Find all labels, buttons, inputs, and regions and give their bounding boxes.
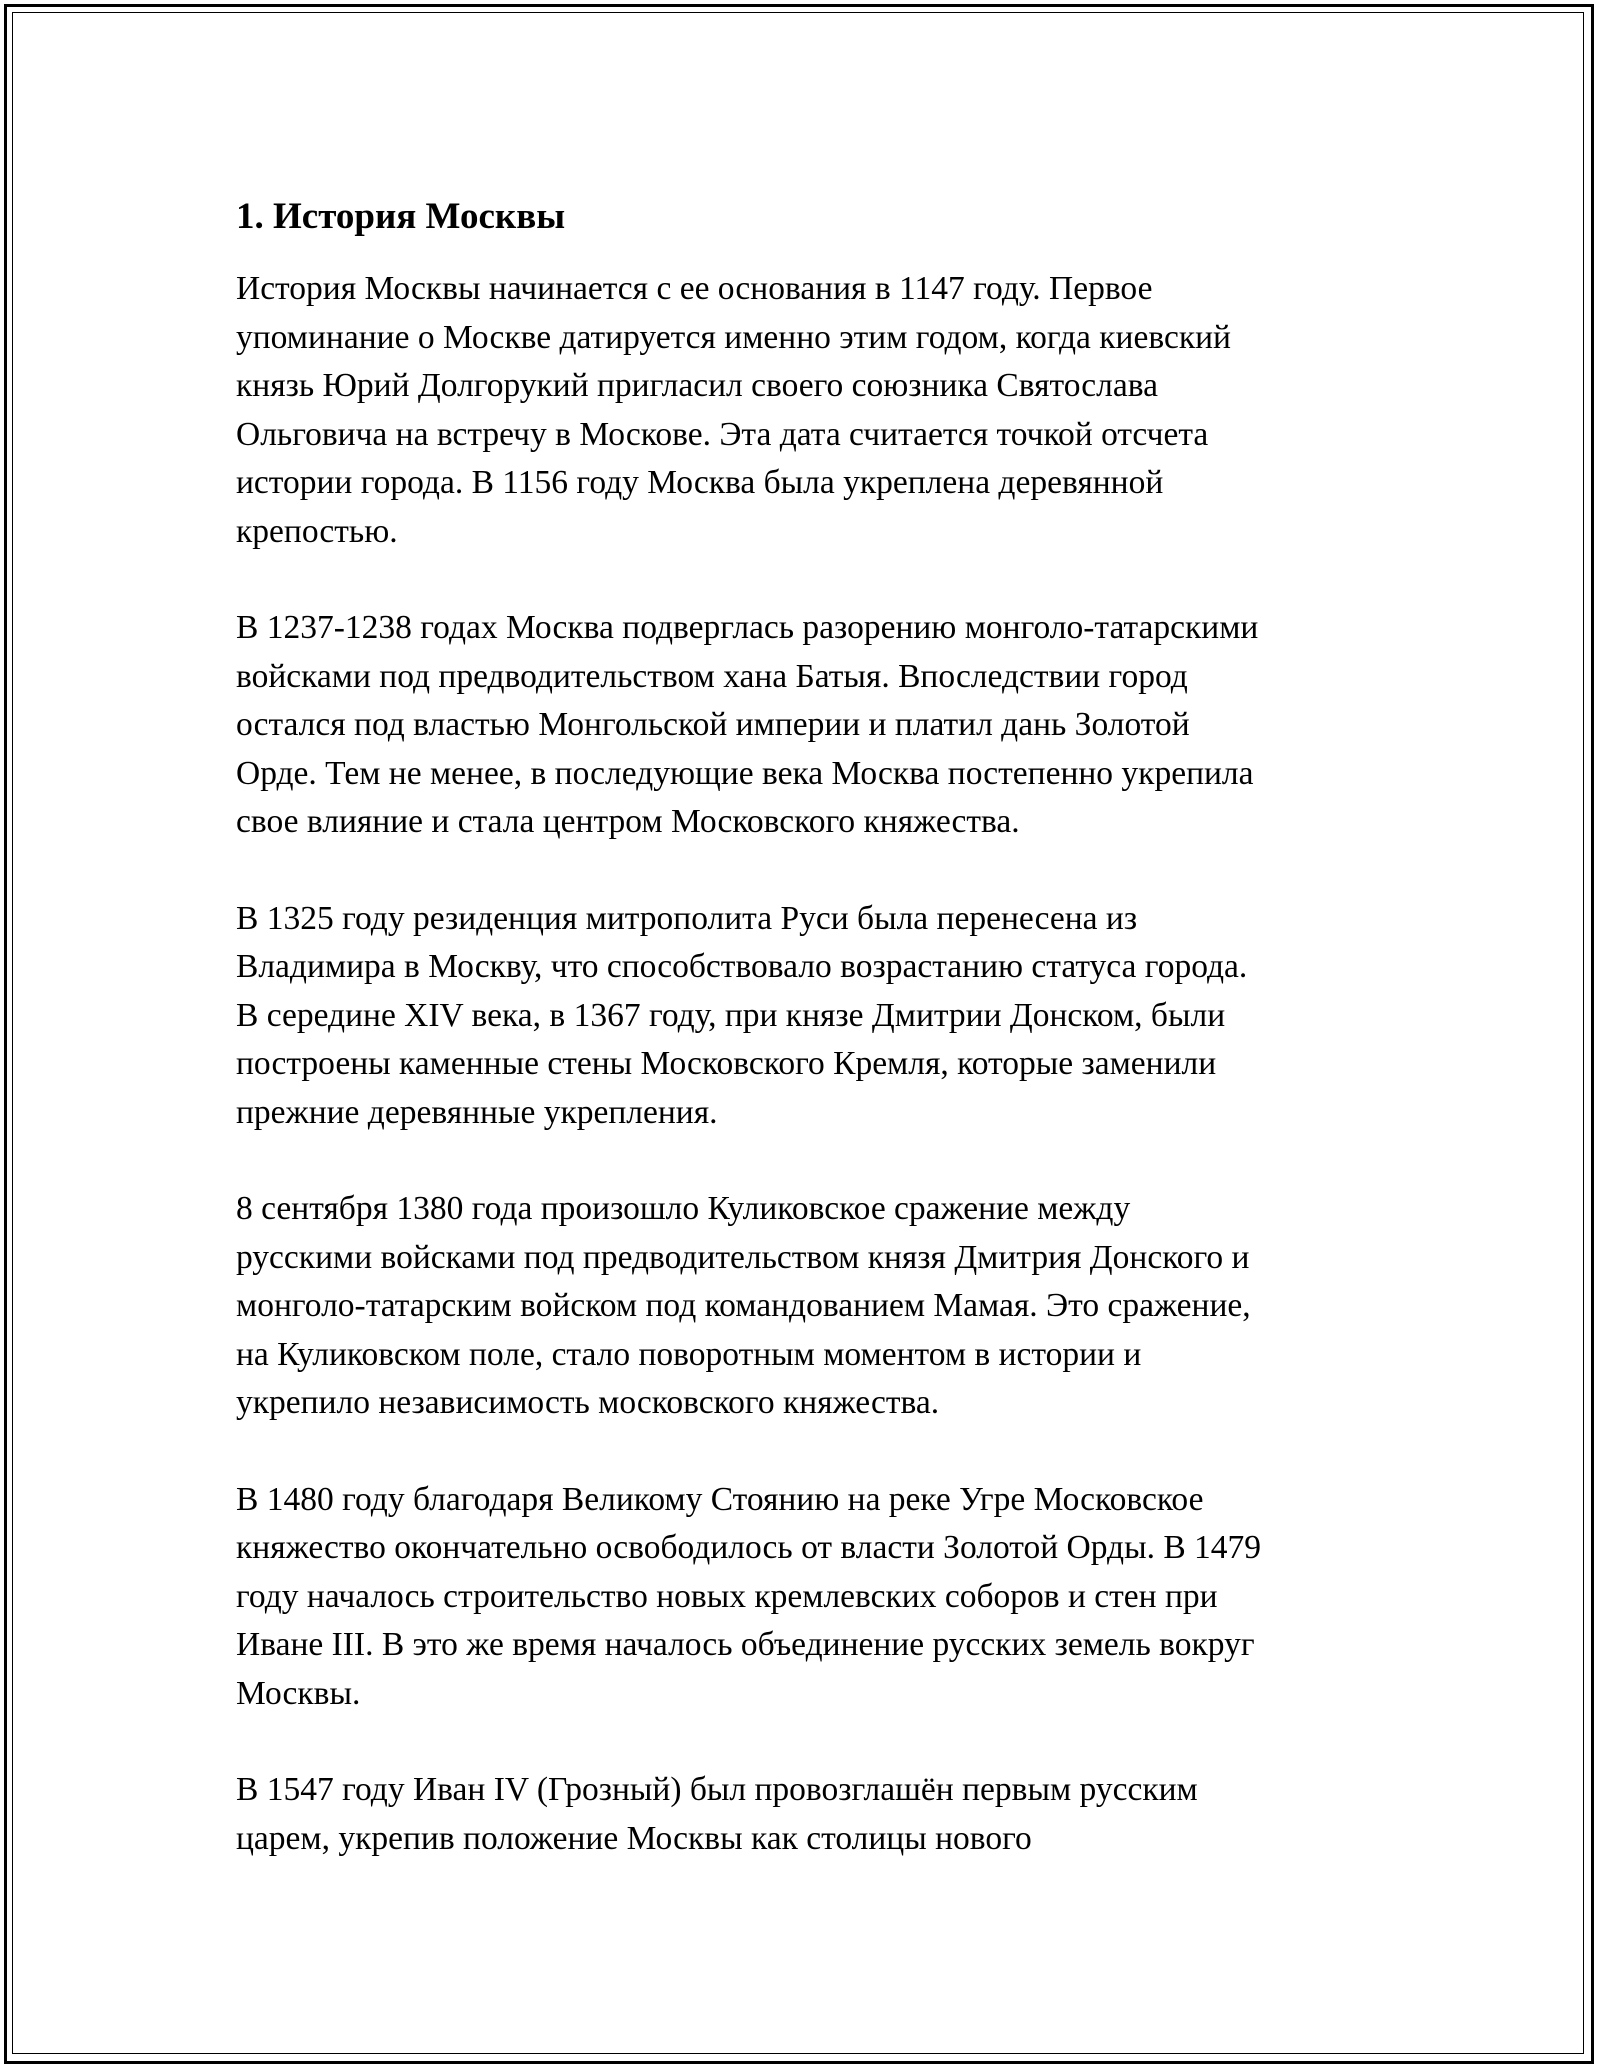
- text-line: В 1325 году резиденция митрополита Руси была перенесена из: [236, 899, 1138, 937]
- text-line: княжество окончательно освободилось от власти Золотой Орды. В 1479: [236, 1529, 1262, 1566]
- text-line: крепостью.: [236, 512, 398, 550]
- paragraph-founding: [236, 265, 1376, 556]
- text-line: царем, укрепив положение Москвы как столицы нового: [236, 1819, 1032, 1857]
- page-title: 1. История Москвы: [236, 196, 566, 237]
- paragraph-kulikovo: [236, 1185, 1376, 1428]
- text-line: Ольговича на встречу в Москове. Эта дата считается точкой отсчета: [236, 415, 1209, 453]
- text-line: Владимира в Москву, что способствовало возрастанию статуса города.: [236, 948, 1248, 985]
- text-line: свое влияние и стала центром Московского княжества.: [236, 803, 1020, 840]
- paragraph-ivan-iv: [236, 1766, 1376, 1863]
- text-line: В 1547 году Иван IV (Грозный) был провозглашён первым русским: [236, 1771, 1198, 1808]
- text-line: 8 сентября 1380 года произошло Куликовское сражение между: [236, 1190, 1131, 1227]
- text-line: Иване III. В это же время началось объединение русских земель вокруг: [236, 1626, 1255, 1663]
- text-line: построены каменные стены Московского Кремля, которые заменили: [236, 1045, 1217, 1082]
- text-line: Орде. Тем не менее, в последующие века Москва постепенно укрепила: [236, 754, 1254, 792]
- text-line: истории города. В 1156 году Москва была укреплена деревянной: [236, 464, 1164, 501]
- document-body: [236, 185, 1376, 1911]
- text-line: укрепило независимость московского княжества.: [236, 1384, 940, 1421]
- text-line: войсками под предводительством хана Батыя. Впоследствии город: [236, 657, 1188, 695]
- paragraph-ugra: [236, 1476, 1376, 1719]
- text-line: остался под властью Монгольской империи и платил дань Золотой: [236, 706, 1190, 743]
- text-line: упоминание о Москве датируется именно этим годом, когда киевский: [236, 318, 1231, 356]
- text-line: князь Юрий Долгорукий пригласил своего союзника Святослава: [236, 367, 1159, 404]
- text-line: В 1237-1238 годах Москва подверглась разорению монголо-татарскими: [236, 609, 1259, 646]
- text-line: Москвы.: [236, 1674, 361, 1712]
- paragraph-metropolitan: [236, 895, 1376, 1138]
- text-line: русскими войсками под предводительством князя Дмитрия Донского и: [236, 1238, 1250, 1276]
- text-line: В середине XIV века, в 1367 году, при князе Дмитрии Донском, были: [236, 996, 1226, 1034]
- text-line: на Куликовском поле, стало поворотным моментом в истории и: [236, 1335, 1142, 1373]
- text-line: В 1480 году благодаря Великому Стоянию на реке Угре Московское: [236, 1480, 1204, 1518]
- text-line: монголо-татарским войском под командованием Мамая. Это сражение,: [236, 1287, 1251, 1324]
- text-line: прежние деревянные укрепления.: [236, 1093, 718, 1131]
- paragraph-mongol-invasion: [236, 604, 1376, 847]
- text-line: году началось строительство новых кремлевских соборов и стен при: [236, 1577, 1218, 1615]
- text-line: История Москвы начинается с ее основания в 1147 году. Первое: [236, 270, 1153, 307]
